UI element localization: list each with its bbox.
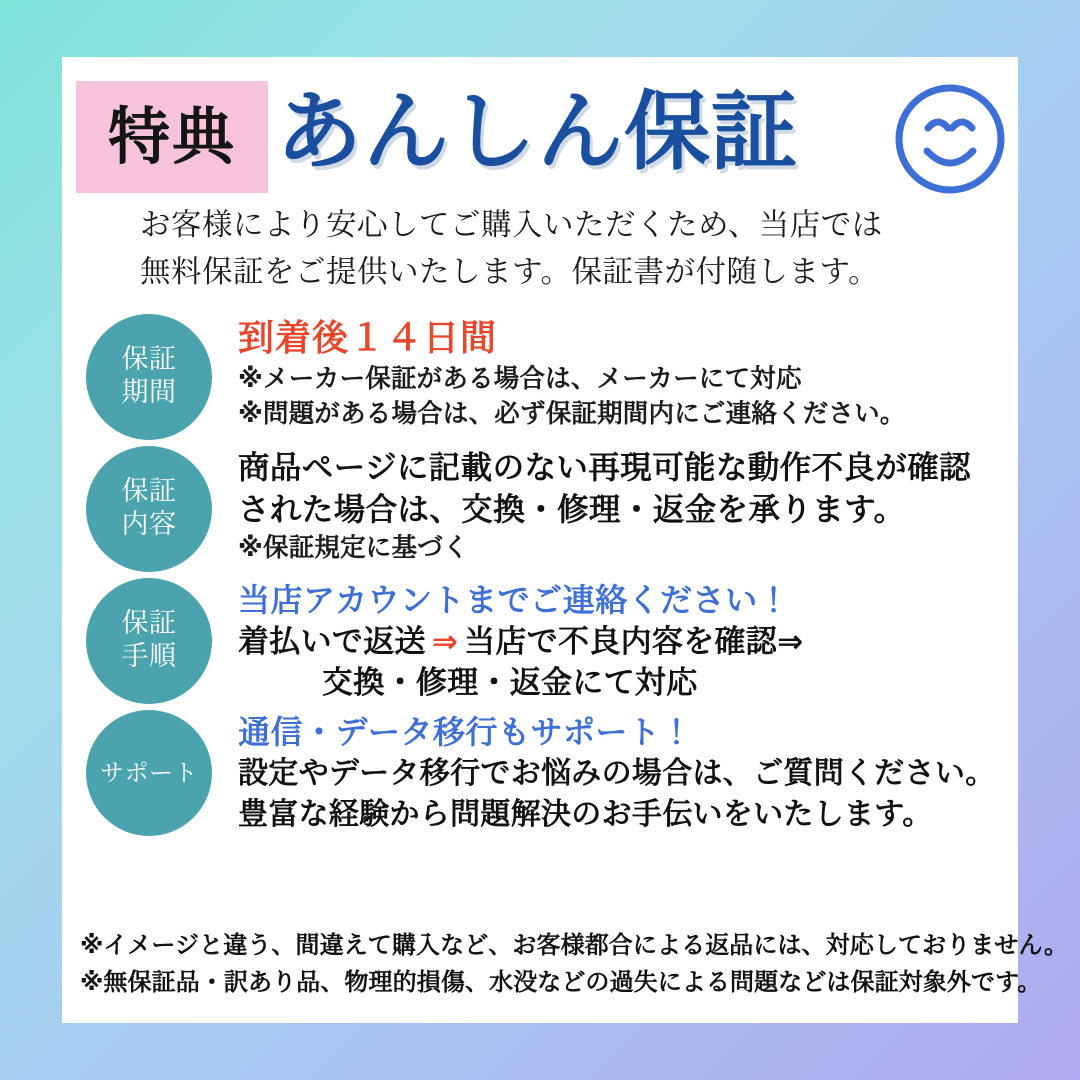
section-heading: 到着後１４日間: [238, 318, 498, 360]
sections-list: [62, 314, 1018, 836]
pill-line-1: 保証: [121, 344, 177, 376]
section-note-2: ※問題がある場合は、必ず保証期間内にご連絡ください。: [238, 399, 906, 430]
intro-text: [140, 203, 1018, 296]
section-support: [62, 710, 1018, 836]
section-pill-warranty-procedure: [86, 578, 212, 704]
pill-line-2: 手順: [121, 641, 177, 673]
section-pill-warranty-coverage: [86, 446, 212, 572]
section-warranty-procedure: [62, 578, 1018, 704]
section-pill-warranty-period: [86, 314, 212, 440]
section-body: [212, 314, 1018, 432]
section-note-1: ※メーカー保証がある場合は、メーカーにて対応: [238, 364, 802, 395]
arrow-right-icon: ⇒: [431, 623, 459, 660]
procedure-step-right: 当店で不良内容を確認⇒: [464, 623, 804, 660]
section-heading: 当店アカウントまでご連絡ください！: [238, 581, 791, 620]
section-body-line-2: 豊富な経験から問題解決のお手伝いをいたします。: [238, 796, 933, 832]
section-body-line-1: 設定やデータ移行でお悩みの場合は、ご質問ください。: [238, 755, 996, 791]
section-warranty-period: [62, 314, 1018, 440]
footer-disclaimer: [62, 927, 1069, 1001]
benefit-badge: [76, 81, 268, 193]
smiley-face-icon: [894, 83, 1006, 195]
intro-line-2: 無料保証をご提供いたします。保証書が付随します。: [140, 254, 880, 290]
section-body: [212, 446, 1018, 566]
header: [62, 71, 1018, 199]
section-body-line-1: 商品ページに記載のない再現可能な動作不良が確認: [238, 450, 972, 487]
pill-line-2: 期間: [121, 377, 177, 409]
section-warranty-coverage: [62, 446, 1018, 572]
section-note-1: ※保証規定に基づく: [238, 533, 469, 564]
footer-line-2: ※無保証品・訳あり品、物理的損傷、水没などの過失による問題などは保証対象外です。: [80, 967, 1042, 996]
section-body: [212, 578, 1018, 704]
section-heading: 通信・データ移行もサポート！: [238, 713, 694, 752]
intro-line-1: お客様により安心してご購入いただくため、当店では: [140, 208, 883, 243]
benefit-badge-label: 特典: [107, 100, 236, 173]
pill-line-1: 保証: [121, 608, 177, 640]
pill-line-1: サポート: [100, 758, 198, 787]
section-body: [212, 710, 1018, 835]
pill-line-2: 内容: [121, 509, 177, 541]
guarantee-card: [62, 57, 1069, 1023]
section-body-line-2: された場合は、交換・修理・返金を承ります。: [238, 491, 906, 528]
footer-line-1: ※イメージと違う、間違えて購入など、お客様都合による返品には、対応しておりません。: [80, 930, 1069, 959]
procedure-step-left: 着払いで返送: [238, 623, 426, 660]
procedure-step-line: [238, 622, 1018, 663]
procedure-step-last: 交換・修理・返金にて対応: [322, 665, 698, 702]
pill-line-1: 保証: [121, 476, 177, 508]
page-title: あんしん保証: [276, 82, 798, 182]
section-pill-support: [86, 710, 212, 836]
